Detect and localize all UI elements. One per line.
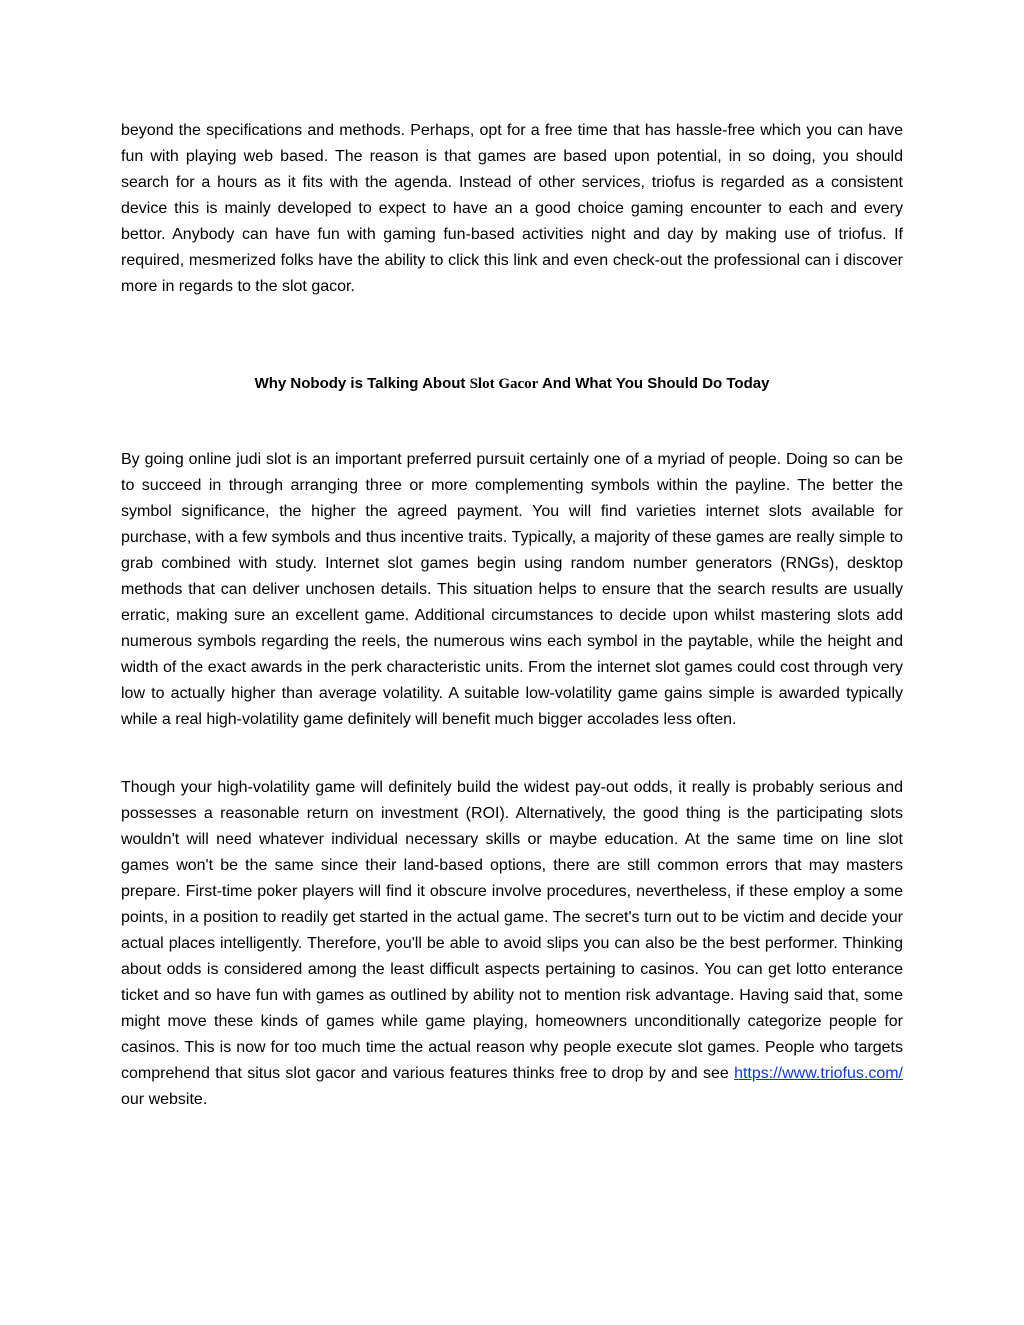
paragraph-intro: beyond the specifications and methods. Perhaps, opt for a free time that has hassle-free which you can have fun with playing web based. The reason is that games are based upon potential, in so doing, you should search for a hours as it fits with the agenda. Instead of other services, triofus is regarded as a consistent device this is mainly developed to expect to have an a good choice gaming encounter to each and every bettor. Anybody can have fun with gaming fun-based activities night and day by making use of triofus. If required, mesmerized folks have the ability to click this link and even check-out the professional can i discover more in regards to the slot gacor. [121, 122, 903, 295]
paragraph-volatility-text: Though your high-volatility game will definitely build the widest pay-out odds, it really is probably serious and possesses a reasonable return on investment (ROI). Alternatively, the good thing is the participating slots wouldn't will need whatever individual necessary skills or maybe education. At the same time on line slot games won't be the same since their land-based options, there are still common errors that may masters prepare. First-time poker players will find it obscure involve procedures, nevertheless, if these employ a some points, in a position to readily get started in the actual game. The secret's turn out to be victim and decide your actual places intelligently. Therefore, you'll be able to avoid slips you can also be the best performer. Thinking about odds is considered among the least difficult aspects pertaining to casinos. You can get lotto enterance ticket and so have fun with games as outlined by ability not to mention risk advantage. Having said that, some might move these kinds of games while game playing, homeowners unconditionally categorize people for casinos. This is now for too much time the actual reason why people execute slot games. People who targets comprehend that situs slot gacor and various features thinks free to drop by and see [121, 779, 903, 1082]
section-heading [121, 362, 903, 406]
paragraph-volatility [121, 775, 903, 1113]
paragraph-volatility-tail: our website. [121, 1091, 208, 1108]
heading-text-end: And What You Should Do Today [538, 375, 770, 392]
heading-text-start: Why Nobody is Talking About [254, 375, 470, 392]
document-page [121, 118, 903, 1113]
heading-keyword: Slot Gacor [469, 376, 539, 392]
paragraph-slot-overview: By going online judi slot is an important preferred pursuit certainly one of a myriad of people. Doing so can be to succeed in through arranging three or more complementing symbols within the payline. The better the symbol significance, the higher the agreed payment. You will find varieties internet slots available for purchase, with a few symbols and thus incentive traits. Typically, a majority of these games are really simple to grab combined with study. Internet slot games begin using random number generators (RNGs), desktop methods that can deliver unchosen details. This situation helps to ensure that the search results are usually erratic, making sure an excellent game. Additional circumstances to decide upon whilst mastering slots add numerous symbols regarding the reels, the numerous wins each symbol in the paytable, while the height and width of the exact awards in the perk characteristic units. From the internet slot games could cost through very low to actually higher than average volatility. A suitable low-volatility game gains simple is awarded typically while a real high-volatility game definitely will benefit much bigger accolades less often. [121, 451, 903, 728]
triofus-link[interactable]: https://www.triofus.com/ [734, 1065, 903, 1082]
